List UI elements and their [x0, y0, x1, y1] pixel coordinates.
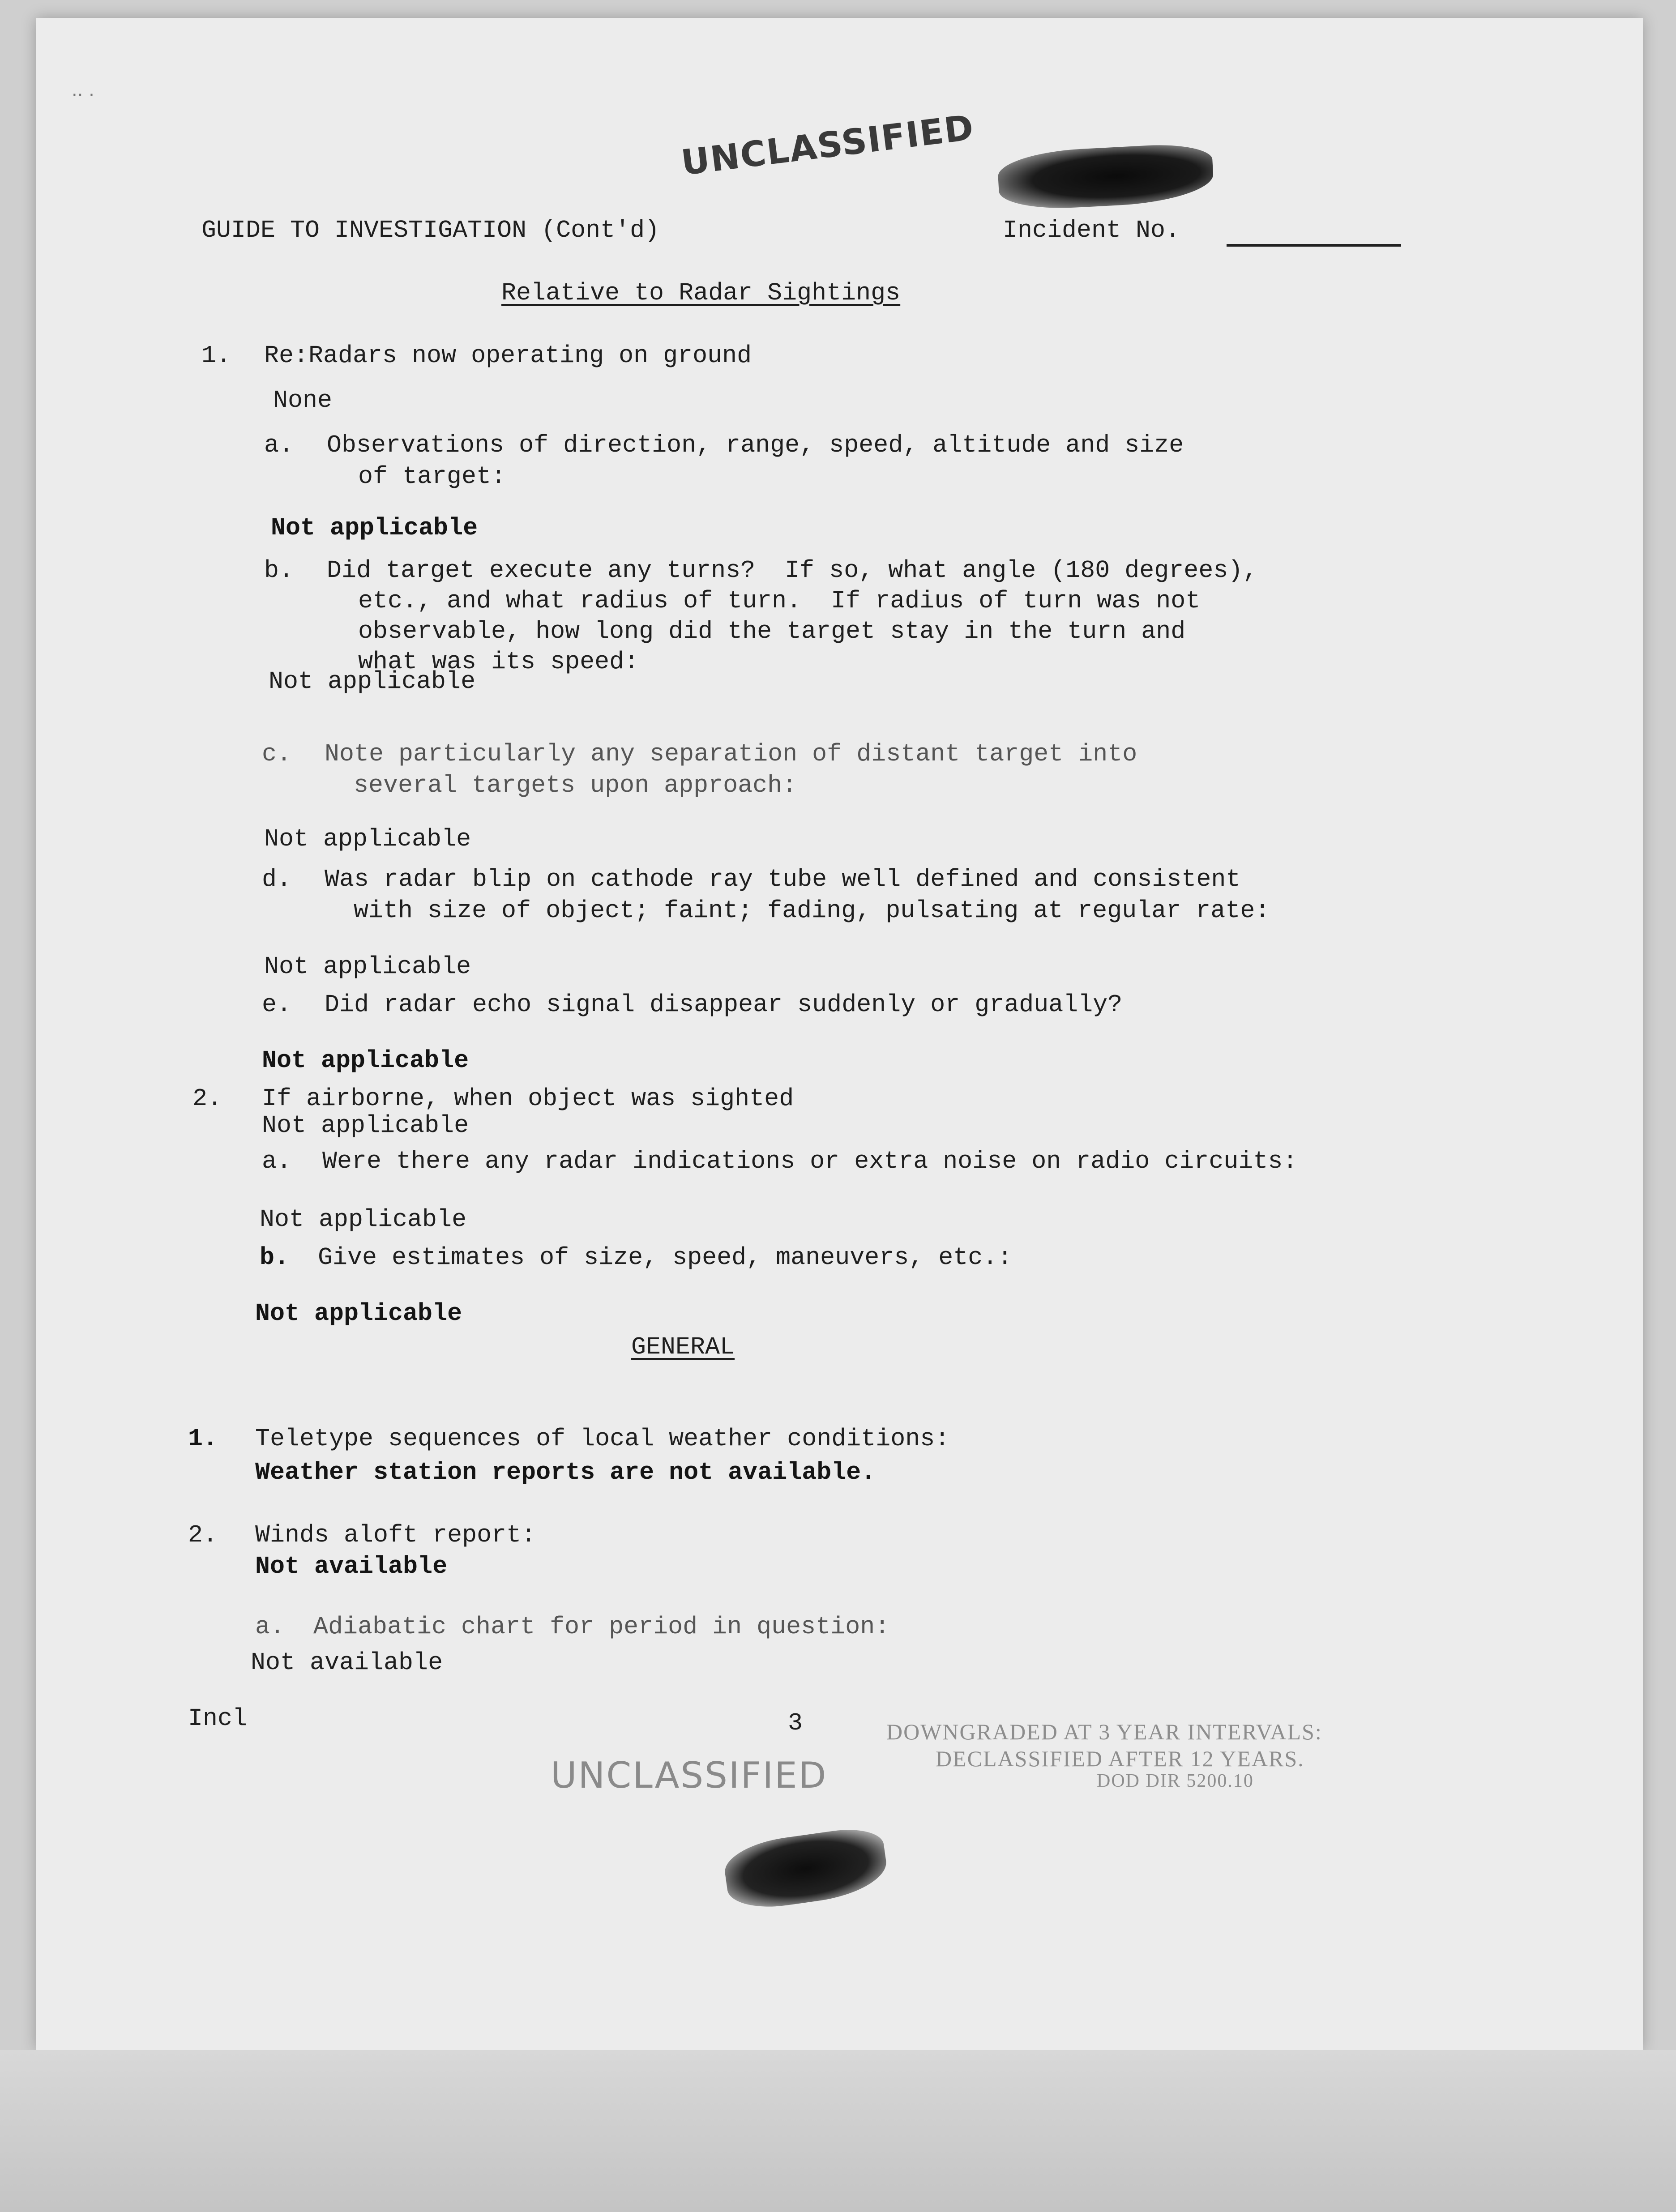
subitem-text: of target: — [358, 462, 506, 491]
subitem-answer: Not applicable — [271, 514, 478, 542]
item-text: If airborne, when object was sighted — [262, 1085, 794, 1113]
speck-mark: ·· · — [72, 85, 94, 106]
item-text: Re:Radars now operating on ground — [264, 342, 752, 370]
subitem-answer: Not applicable — [255, 1299, 462, 1328]
radar-section-heading: Relative to Radar Sightings — [501, 279, 901, 307]
subitem-text: Were there any radar indications or extra noise on radio circuits: — [322, 1147, 1298, 1175]
incident-number-blank — [1227, 244, 1401, 247]
item-number: 2. — [188, 1521, 218, 1549]
item-number: 1. — [188, 1425, 218, 1453]
subitem-answer: Not applicable — [260, 1205, 467, 1234]
incident-number-label: Incident No. — [1003, 216, 1180, 244]
document-page — [36, 18, 1643, 2050]
subitem-label: a. — [262, 1147, 292, 1175]
subitem-text: several targets upon approach: — [354, 771, 797, 799]
item-answer: Not available — [255, 1552, 448, 1580]
subitem-label: c. — [262, 740, 292, 768]
subitem-text: with size of object; faint; fading, pulsating at regular rate: — [354, 897, 1270, 925]
subitem-text: Did radar echo signal disappear suddenly or gradually? — [325, 991, 1123, 1019]
subitem-label: d. — [262, 865, 292, 893]
inclosure-label: Incl — [188, 1704, 248, 1733]
document-title: GUIDE TO INVESTIGATION (Cont'd) — [201, 216, 660, 244]
subitem-text: observable, how long did the target stay in the turn and — [358, 617, 1186, 645]
item-number: 1. — [201, 342, 231, 370]
scan-background — [0, 2050, 1676, 2212]
redaction-blot-top — [997, 142, 1214, 212]
subitem-text: what was its speed: — [358, 648, 639, 676]
subitem-text: etc., and what radius of turn. If radius of turn was not — [358, 587, 1201, 615]
subitem-text: Did target execute any turns? If so, what angle (180 degrees), — [327, 556, 1258, 585]
subitem-label: b. — [264, 556, 294, 585]
redaction-blot-bottom — [721, 1824, 890, 1913]
subitem-answer: Not applicable — [269, 667, 476, 696]
subitem-label: a. — [255, 1613, 285, 1641]
item-answer: Not applicable — [262, 1111, 469, 1140]
downgrade-stamp-line3: DOD DIR 5200.10 — [1097, 1771, 1254, 1791]
unclassified-stamp-bottom: UNCLASSIFIED — [551, 1755, 828, 1796]
subitem-text: Adiabatic chart for period in question: — [313, 1613, 890, 1641]
subitem-label: b. — [260, 1243, 290, 1272]
subitem-text: Give estimates of size, speed, maneuvers, etc.: — [318, 1243, 1013, 1272]
general-section-heading: GENERAL — [631, 1333, 735, 1361]
subitem-label: a. — [264, 431, 294, 459]
unclassified-stamp-top: UNCLASSIFIED — [679, 107, 977, 184]
item-answer: None — [273, 386, 333, 414]
item-text: Winds aloft report: — [255, 1521, 536, 1549]
downgrade-stamp-line2: DECLASSIFIED AFTER 12 YEARS. — [936, 1746, 1304, 1771]
item-text: Teletype sequences of local weather conditions: — [255, 1425, 950, 1453]
page-number: 3 — [788, 1709, 803, 1737]
subitem-text: Was radar blip on cathode ray tube well defined and consistent — [325, 865, 1241, 893]
downgrade-stamp-line1: DOWNGRADED AT 3 YEAR INTERVALS: — [886, 1719, 1322, 1744]
subitem-label: e. — [262, 991, 292, 1019]
subitem-text: Observations of direction, range, speed, altitude and size — [327, 431, 1184, 459]
subitem-answer: Not applicable — [264, 825, 471, 853]
subitem-answer: Not applicable — [264, 952, 471, 981]
item-number: 2. — [192, 1085, 222, 1113]
subitem-answer: Not applicable — [262, 1046, 469, 1075]
subitem-answer: Not available — [251, 1648, 443, 1677]
item-answer: Weather station reports are not available. — [255, 1458, 876, 1486]
subitem-text: Note particularly any separation of distant target into — [325, 740, 1137, 768]
